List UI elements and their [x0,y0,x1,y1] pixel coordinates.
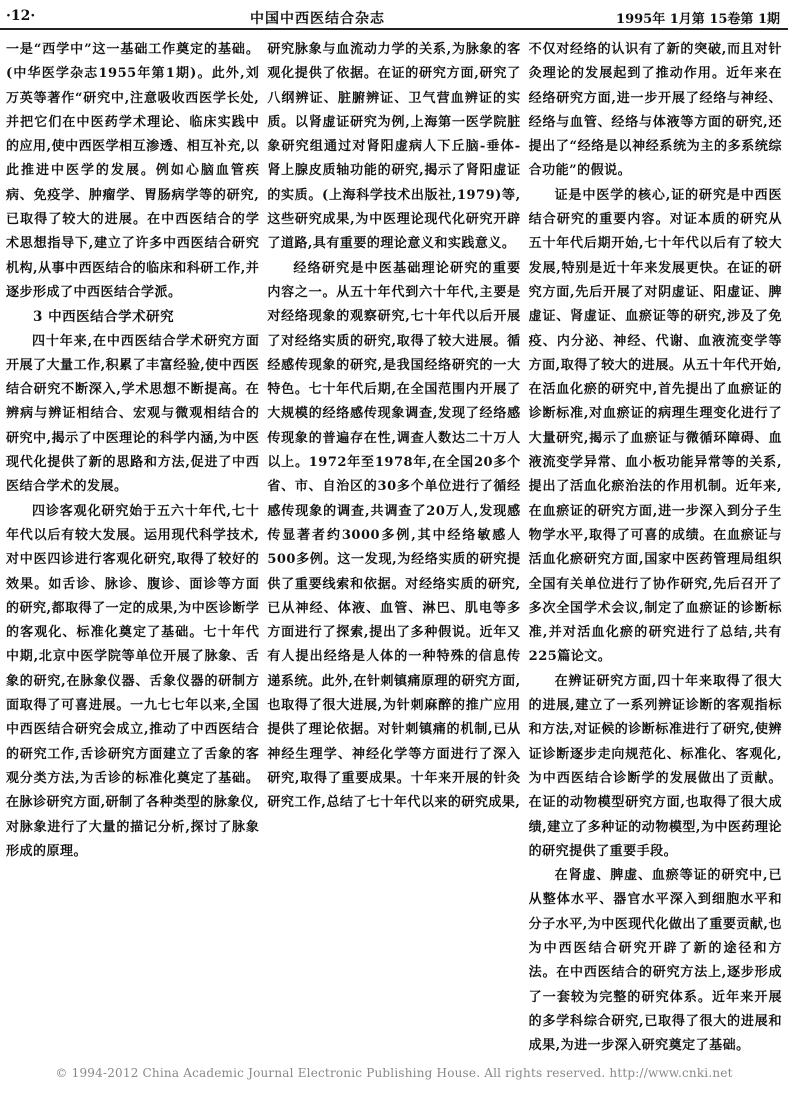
paragraph: 一是“西学中”这一基础工作奠定的基础。(中华医学杂志1955年第1期)。此外,刘万英等著作“研究中,注意吸收西医学长处,并把它们在中医药学术理论、临床实践中的应用,使中西医学相互渗透、相互补充,以此推进中医学的发展。例如心脑血管疾病、免疫学、肿瘤学、胃肠病学等的研究,已取得了较大的进展。在中西医结合的学术思想指导下,建立了许多中西医结合研究机构,从事中西医结合的临床和科研工作,并逐步形成了中西医结合学派。 [6,42,260,300]
column-middle [267,38,520,1058]
paragraph: 证是中医学的核心,证的研究是中西医结合研究的重要内容。对证本质的研究从五十年代后期开始,七十年代以后有了较大发展,特别是近十年来发展更快。在证的研究方面,先后开展了对阴虚证、阳虚证、脾虚证、肾虚证、血瘀证等的研究,涉及了免疫、内分泌、神经、代谢、血液流变学等方面,取得了较大的进展。从五十年代开始,在活血化瘀的研究中,首先提出了血瘀证的诊断标准,对血瘀证的病理生理变化进行了大量研究,揭示了血瘀证与微循环障碍、血液流变学异常、血小板功能异常等的关系,提出了活血化瘀治法的作用机制。近年来,在血瘀证的研究方面,进一步深入到分子生物学水平,取得了可喜的成绩。在血瘀证与活血化瘀研究方面,国家中医药管理局组织全国有关单位进行了协作研究,先后召开了多次全国学术会议,制定了血瘀证的诊断标准,并对活血化瘀的研究进行了总结,共有225篇论文。 [528,187,782,665]
column-right [529,38,782,1058]
copyright-footer: © 1994-2012 China Academic Journal Electronic Publishing House. All rights reserved. http://www.cnki.net [55,1066,733,1080]
paragraph: 四十年来,在中西医结合学术研究方面开展了大量工作,积累了丰富经验,使中西医结合研究不断深入,学术思想不断提高。在辨病与辨证相结合、宏观与微观相结合的研究中,揭示了中医理论的科学内涵,为中医现代化提供了新的思路和方法,促进了中西医结合学术的发展。 [6,333,260,495]
header-rule [0,28,788,30]
paragraph: 四诊客观化研究始于五六十年代,七十年代以后有较大发展。运用现代科学技术,对中医四诊进行客观化研究,取得了较好的效果。如舌诊、脉诊、腹诊、面诊等方面的研究,都取得了一定的成果,为中医诊断学的客观化、标准化奠定了基础。七十年代中期,北京中医学院等单位开展了脉象、舌象的研究,在脉象仪器、舌象仪器的研制方面取得了可喜进展。一九七七年以来,全国中西医结合研究会成立,推动了中西医结合的研究工作,舌诊研究方面建立了舌象的客观分类方法,为舌诊的标准化奠定了基础。在脉诊研究方面,研制了各种类型的脉象仪,对脉象进行了大量的描记分析,探讨了脉象形成的原理。 [6,503,260,859]
paragraph: 在辨证研究方面,四十年来取得了很大的进展,建立了一系列辨证诊断的客观指标和方法,对证候的诊断标准进行了研究,使辨证诊断逐步走向规范化、标准化、客观化,为中西医结合诊断学的发展做出了贡献。在证的动物模型研究方面,也取得了很大成绩,建立了多种证的动物模型,为中医药理论的研究提供了重要手段。 [528,673,782,859]
paragraph: 经络研究是中医基础理论研究的重要内容之一。从五十年代到六十年代,主要是对经络现象的观察研究,七十年代以后开展了对经络实质的研究,取得了较大进展。循经感传现象的研究,是我国经络研究的一大特色。七十年代后期,在全国范围内开展了大规模的经络感传现象调查,发现了经络感传现象的普遍存在性,调查人数达二十万人以上。1972年至1978年,在全国20多个省、市、自治区的30多个单位进行了循经感传现象的调查,共调查了20万人,发现感传显著者约3000多例,其中经络敏感人500多例。这一发现,为经络实质的研究提供了重要线索和依据。对经络实质的研究,已从神经、体液、血管、淋巴、肌电等多方面进行了探索,提出了多种假说。近年又有人提出经络是人体的一种特殊的信息传递系统。此外,在针刺镇痛原理的研究方面,也取得了很大进展,为针刺麻醉的推广应用提供了理论依据。对针刺镇痛的机制,已从神经生理学、神经化学等方面进行了深入研究,取得了重要成果。十年来开展的针灸研究工作,总结了七十年代以来的研究成果, [267,260,521,811]
section-heading: 3 中西医结合学术研究 [33,309,175,326]
paragraph: 不仅对经络的认识有了新的突破,而且对针灸理论的发展起到了推动作用。近年来在经络研究方面,进一步开展了经络与神经、经络与血管、经络与体液等方面的研究,还提出了“经络是以神经系统为主的多系统综合功能”的假说。 [528,42,782,179]
paragraph: 在肾虚、脾虚、血瘀等证的研究中,已从整体水平、器官水平深入到细胞水平和分子水平,为中医现代化做出了重要贡献,也为中西医结合研究开辟了新的途径和方法。在中西医结合的研究方法上,逐步形成了一套较为完整的研究体系。近年来开展的多学科综合研究,已取得了很大的进展和成果,为进一步深入研究奠定了基础。 [528,868,782,1054]
article-body [6,38,782,1058]
page-header [0,0,788,30]
journal-title: 中国中西医结合杂志 [250,11,385,27]
paragraph: 研究脉象与血流动力学的关系,为脉象的客观化提供了依据。在证的研究方面,研究了八纲辨证、脏腑辨证、卫气营血辨证的实质。以肾虚证研究为例,上海第一医学院脏象研究组通过对肾阳虚病人下丘脑-垂体-肾上腺皮质轴功能的研究,揭示了肾阳虚证的实质。(上海科学技术出版社,1979)等,这些研究成果,为中医理论现代化研究开辟了道路,具有重要的理论意义和实践意义。 [267,42,521,252]
column-left [6,38,259,1058]
issue-info: 1995年 1月第 15卷第 1期 [616,12,780,27]
page-number: ·12· [6,8,36,24]
